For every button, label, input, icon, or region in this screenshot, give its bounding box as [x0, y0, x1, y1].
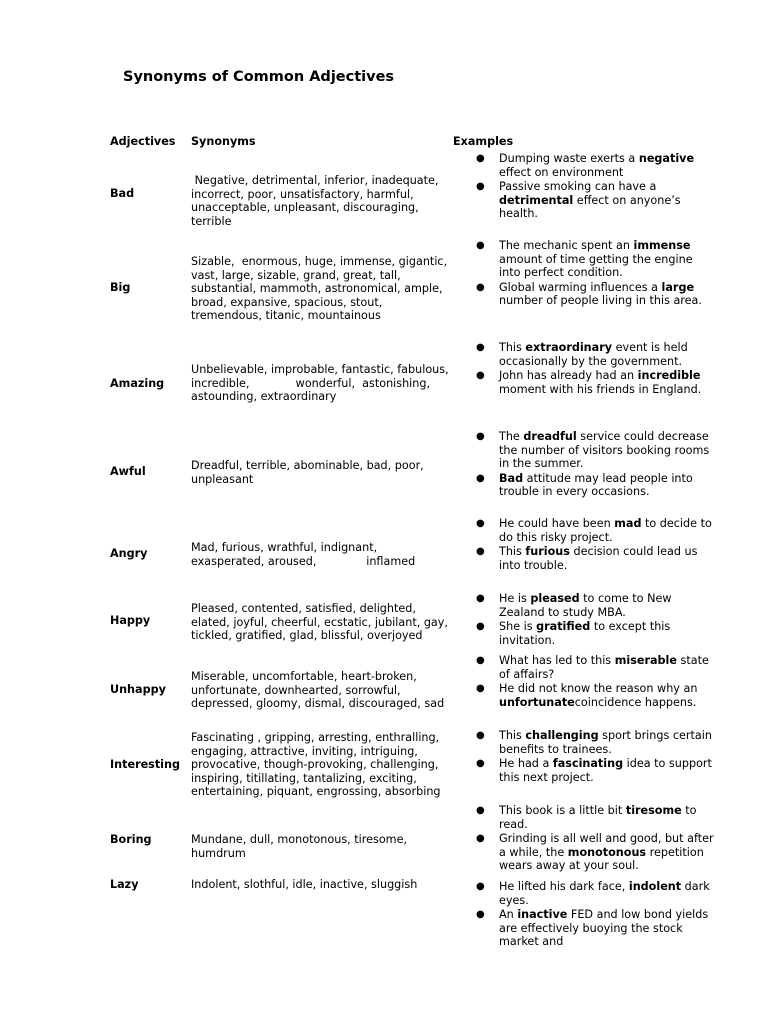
- example-text: [499, 369, 716, 396]
- example-fragment: coincidence happens.: [574, 695, 697, 709]
- examples-list: [476, 804, 716, 873]
- example-item: [476, 880, 716, 907]
- example-text: [499, 239, 716, 280]
- page-title: Synonyms of Common Adjectives: [123, 69, 395, 85]
- synonyms-cell: Miserable, uncomfortable, heart-broken, unfortunate, downhearted, sorrowful, depressed, gloomy, dismal, discouraged, sad: [191, 670, 445, 710]
- highlighted-adjective: furious: [525, 545, 570, 558]
- example-item: [476, 908, 716, 949]
- example-text: [499, 545, 716, 572]
- example-fragment: sport brings certain benefits to trainees.: [499, 729, 712, 756]
- highlighted-adjective: mad: [614, 517, 642, 530]
- example-item: [476, 654, 716, 681]
- highlighted-adjective: indolent: [628, 880, 682, 893]
- example-fragment: This: [499, 729, 526, 742]
- bullet-icon: ●: [476, 153, 485, 164]
- synonyms-cell: Indolent, slothful, idle, inactive, sluggish: [191, 878, 418, 891]
- example-text: [499, 517, 716, 544]
- example-text: [499, 682, 716, 709]
- bullet-icon: ●: [476, 758, 485, 769]
- adjective-cell: Awful: [110, 465, 146, 478]
- bullet-icon: ●: [476, 472, 485, 484]
- example-item: [476, 832, 716, 873]
- highlighted-adjective: detrimental: [499, 193, 574, 207]
- example-fragment: number of people living in this area.: [499, 294, 702, 307]
- example-fragment: She is: [499, 620, 537, 633]
- highlighted-adjective: extraordinary: [525, 341, 613, 354]
- adjective-cell: Boring: [110, 833, 152, 846]
- adjective-cell: Bad: [110, 187, 135, 200]
- synonyms-cell: Negative, detrimental, inferior, inadequate, incorrect, poor, unsatisfactory, harmful, unacceptable, unpleasant, discouraging, terrible: [191, 174, 443, 228]
- example-item: [476, 239, 716, 280]
- example-fragment: He did not know the reason why an: [499, 682, 698, 695]
- bullet-icon: ●: [476, 240, 485, 251]
- bullet-icon: ●: [476, 431, 485, 442]
- example-text: [499, 430, 716, 471]
- highlighted-adjective: unfortunate: [499, 695, 575, 709]
- example-fragment: He is: [499, 592, 531, 605]
- examples-list: [476, 430, 716, 499]
- example-item: [476, 804, 716, 831]
- example-fragment: to come to New Zealand to study MBA.: [499, 592, 672, 619]
- example-fragment: He could have been: [499, 517, 615, 530]
- example-item: [476, 729, 716, 756]
- example-fragment: repetition wears away at your soul.: [499, 845, 704, 872]
- example-item: [476, 545, 716, 572]
- highlighted-adjective: tiresome: [625, 804, 682, 817]
- example-fragment: attitude may lead people into trouble in every occasions.: [499, 471, 693, 498]
- example-item: [476, 517, 716, 544]
- example-fragment: This: [499, 341, 526, 354]
- example-text: [499, 832, 716, 873]
- example-fragment: An: [499, 908, 518, 921]
- example-text: [499, 908, 716, 949]
- examples-list: [476, 517, 716, 572]
- example-item: [476, 430, 716, 471]
- example-fragment: to decide to do this risky project.: [499, 517, 712, 544]
- example-fragment: Dumping waste exerts a: [499, 152, 639, 165]
- example-fragment: John has already had an: [499, 369, 638, 382]
- example-fragment: effect on anyone’s health.: [499, 193, 681, 220]
- example-item: [476, 281, 716, 308]
- bullet-icon: ●: [476, 281, 485, 293]
- bullet-icon: ●: [476, 181, 485, 192]
- column-header-adjectives: Adjectives: [110, 135, 176, 148]
- bullet-icon: ●: [476, 805, 485, 816]
- example-item: [476, 369, 716, 396]
- example-text: [499, 654, 716, 681]
- example-item: [476, 682, 716, 709]
- example-item: [476, 152, 716, 179]
- bullet-icon: ●: [476, 833, 485, 844]
- synonyms-cell: Mad, furious, wrathful, indignant, exasperated, aroused, inflamed: [191, 541, 416, 568]
- adjective-cell: Interesting: [110, 758, 180, 771]
- highlighted-adjective: fascinating: [552, 757, 624, 770]
- bullet-icon: ●: [476, 546, 485, 557]
- example-fragment: This: [499, 545, 526, 558]
- highlighted-adjective: pleased: [530, 592, 580, 605]
- bullet-icon: ●: [476, 909, 485, 920]
- adjective-cell: Unhappy: [110, 683, 166, 696]
- examples-list: [476, 880, 716, 949]
- example-fragment: event is held occasionally by the government.: [499, 341, 688, 368]
- examples-list: [476, 152, 716, 221]
- adjective-cell: Amazing: [110, 377, 165, 390]
- example-text: [499, 757, 716, 784]
- adjective-cell: Angry: [110, 547, 148, 560]
- highlighted-adjective: negative: [638, 152, 695, 165]
- bullet-icon: ●: [476, 881, 485, 892]
- examples-list: [476, 592, 716, 647]
- example-text: [499, 180, 716, 221]
- example-fragment: amount of time getting the engine into perfect condition.: [499, 252, 693, 279]
- example-text: [499, 281, 716, 308]
- example-fragment: Grinding is all well and good, but after a while, the: [499, 832, 714, 859]
- example-text: [499, 341, 716, 368]
- example-text: [499, 729, 716, 756]
- highlighted-adjective: incredible: [637, 369, 701, 382]
- example-fragment: to except this invitation.: [499, 620, 671, 647]
- example-text: [499, 592, 716, 619]
- example-fragment: service could decrease the number of visitors booking rooms in the summer.: [499, 430, 710, 470]
- example-fragment: decision could lead us into trouble.: [499, 545, 698, 572]
- adjective-cell: Big: [110, 281, 131, 294]
- example-fragment: He lifted his dark face,: [499, 880, 629, 893]
- synonyms-cell: Dreadful, terrible, abominable, bad, poor, unpleasant: [191, 459, 428, 486]
- example-item: [476, 620, 716, 647]
- example-fragment: The: [499, 430, 524, 443]
- highlighted-adjective: miserable: [614, 654, 677, 667]
- highlighted-adjective: challenging: [525, 729, 599, 742]
- column-header-synonyms: Synonyms: [191, 135, 256, 148]
- example-fragment: FED and low bond yields are effectively buoying the stock market and: [499, 908, 709, 948]
- example-fragment: This book is a little bit: [499, 804, 626, 817]
- highlighted-adjective: gratified: [536, 620, 591, 633]
- synonyms-cell: Unbelievable, improbable, fantastic, fabulous, incredible, wonderful, astonishing, astounding, extraordinary: [191, 363, 453, 403]
- example-fragment: The mechanic spent an: [499, 239, 634, 252]
- examples-list: [476, 239, 716, 308]
- example-fragment: What has led to this: [499, 654, 615, 667]
- highlighted-adjective: dreadful: [523, 430, 577, 443]
- examples-list: [476, 654, 716, 709]
- example-text: [499, 472, 716, 499]
- highlighted-adjective: monotonous: [567, 845, 647, 859]
- bullet-icon: ●: [476, 518, 485, 529]
- synonyms-cell: Fascinating , gripping, arresting, enthralling, engaging, attractive, inviting, intriguing, provocative, though-provoking, challenging, inspiring, titillating, tantalizing, exciting, entertaining, piquant, engrossing, absorbing: [191, 731, 443, 798]
- highlighted-adjective: large: [661, 280, 695, 294]
- example-text: [499, 620, 716, 647]
- bullet-icon: ●: [476, 655, 485, 666]
- adjective-cell: Lazy: [110, 878, 139, 891]
- example-fragment: idea to support this next project.: [499, 757, 712, 784]
- highlighted-adjective: immense: [633, 239, 691, 252]
- example-text: [499, 880, 716, 907]
- example-fragment: He had a: [499, 757, 553, 770]
- bullet-icon: ●: [476, 730, 485, 741]
- example-item: [476, 472, 716, 499]
- example-item: [476, 341, 716, 368]
- example-fragment: state of affairs?: [499, 654, 709, 681]
- bullet-icon: ●: [476, 683, 485, 694]
- example-text: [499, 804, 716, 831]
- examples-list: [476, 729, 716, 784]
- synonyms-cell: Mundane, dull, monotonous, tiresome, humdrum: [191, 833, 411, 860]
- highlighted-adjective: Bad: [499, 471, 524, 485]
- bullet-icon: ●: [476, 370, 485, 381]
- example-item: [476, 757, 716, 784]
- bullet-icon: ●: [476, 621, 485, 632]
- column-header-examples: Examples: [453, 135, 514, 148]
- example-fragment: effect on environment: [499, 165, 624, 179]
- example-fragment: moment with his friends in England.: [499, 382, 702, 396]
- example-text: [499, 152, 716, 179]
- examples-list: [476, 341, 716, 396]
- example-fragment: Passive smoking can have a: [499, 180, 657, 193]
- highlighted-adjective: inactive: [517, 908, 568, 921]
- bullet-icon: ●: [476, 593, 485, 604]
- example-item: [476, 180, 716, 221]
- example-item: [476, 592, 716, 619]
- synonyms-cell: Pleased, contented, satisfied, delighted, elated, joyful, cheerful, ecstatic, jubilant, gay, tickled, gratified, glad, blissful, overjoyed: [191, 602, 452, 642]
- adjective-cell: Happy: [110, 614, 151, 627]
- synonyms-cell: Sizable, enormous, huge, immense, gigantic, vast, large, sizable, grand, great, tall, substantial, mammoth, astronomical, ample, broad, expansive, spacious, stout, tremendous, titanic, mountainous: [191, 255, 451, 322]
- example-fragment: to read.: [499, 804, 697, 831]
- example-fragment: dark eyes.: [499, 880, 710, 907]
- example-fragment: Global warming influences a: [499, 280, 662, 294]
- bullet-icon: ●: [476, 342, 485, 353]
